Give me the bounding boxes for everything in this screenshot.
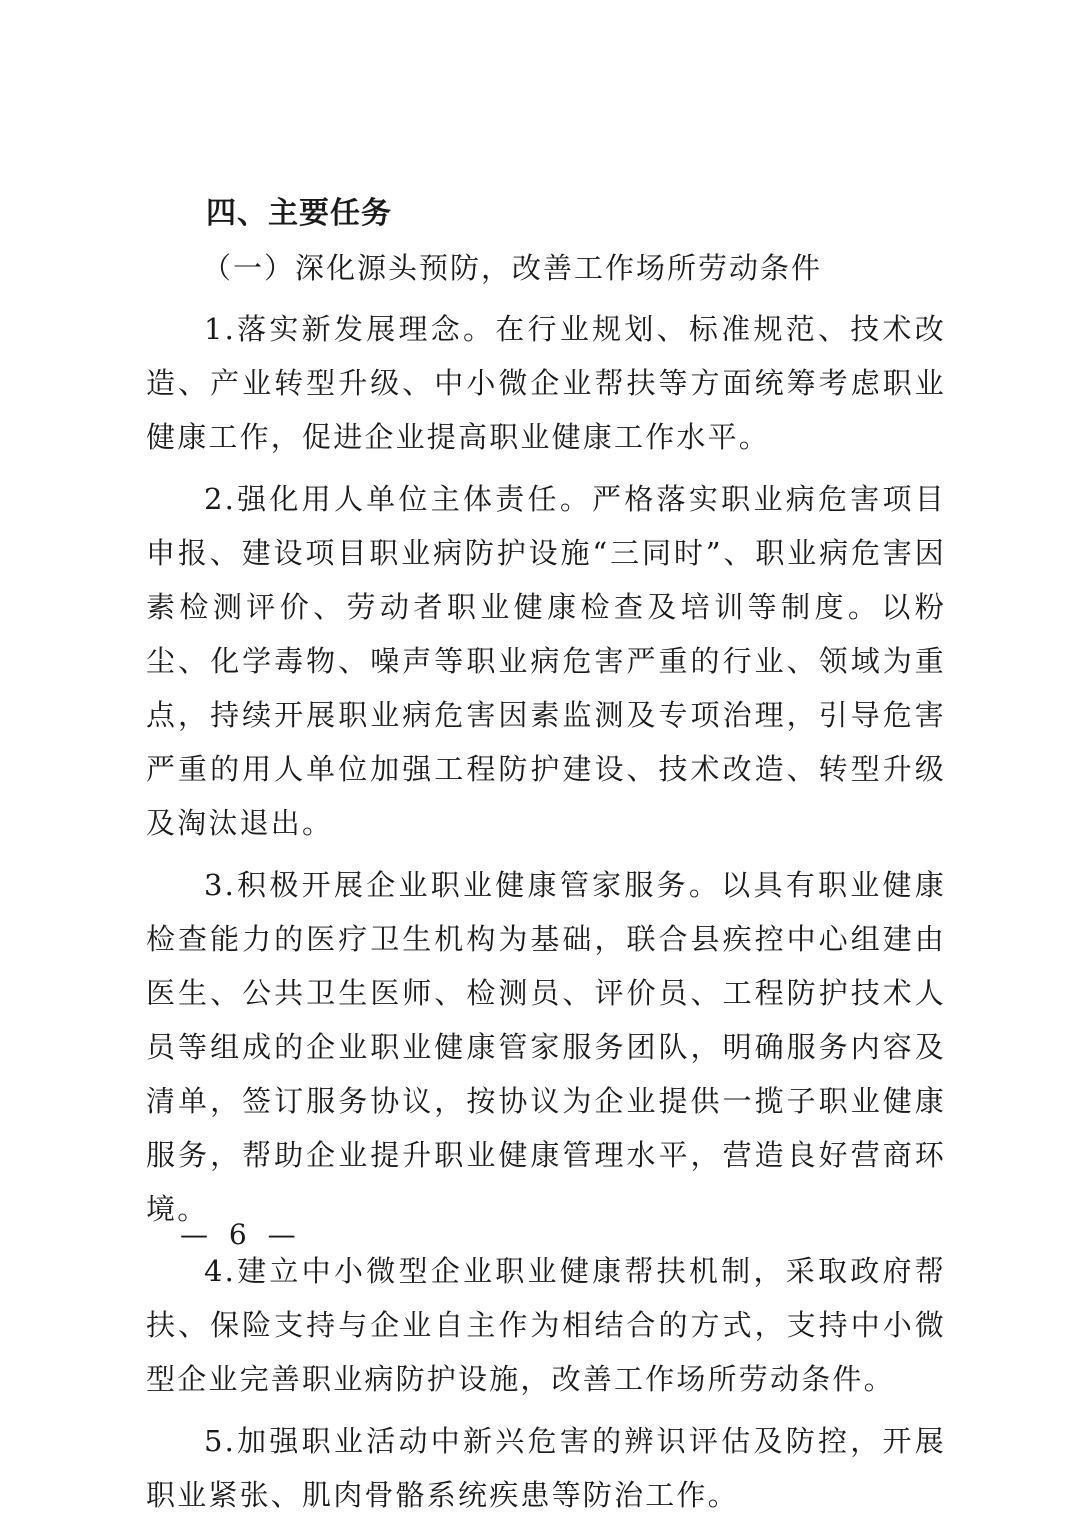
document-body — [146, 190, 946, 1530]
paragraph-3: 3.积极开展企业职业健康管家服务。以具有职业健康检查能力的医疗卫生机构为基础，联合县疾控中心组建由医生、公共卫生医师、检测员、评价员、工程防护技术人员等组成的企业职业健康管家服务团队，明确服务内容及清单，签订服务协议，按协议为企业提供一揽子职业健康服务，帮助企业提升职业健康管理水平，营造良好营商环境。 — [146, 868, 946, 1226]
paragraph-2: 2.强化用人单位主体责任。严格落实职业病危害项目申报、建设项目职业病防护设施“三同时”、职业病危害因素检测评价、劳动者职业健康检查及培训等制度。以粉尘、化学毒物、噪声等职业病危害严重的行业、领域为重点，持续开展职业病危害因素监测及专项治理，引导危害严重的用人单位加强工程防护建设、技术改造、转型升级及淘汰退出。 — [146, 482, 946, 840]
paragraph-5: 5.加强职业活动中新兴危害的辨识评估及防控，开展职业紧张、肌肉骨骼系统疾患等防治工作。 — [146, 1424, 946, 1512]
page-number: — 6 — — [180, 1218, 302, 1251]
paragraph-4: 4.建立中小微型企业职业健康帮扶机制，采取政府帮扶、保险支持与企业自主作为相结合的方式，支持中小微型企业完善职业病防护设施，改善工作场所劳动条件。 — [146, 1254, 946, 1396]
section-subheading: （一）深化源头预防，改善工作场所劳动条件 — [202, 251, 823, 285]
paragraph-1: 1.落实新发展理念。在行业规划、标准规范、技术改造、产业转型升级、中小微企业帮扶等方面统筹考虑职业健康工作，促进企业提高职业健康工作水平。 — [146, 312, 946, 454]
section-heading: 四、主要任务 — [206, 196, 392, 231]
